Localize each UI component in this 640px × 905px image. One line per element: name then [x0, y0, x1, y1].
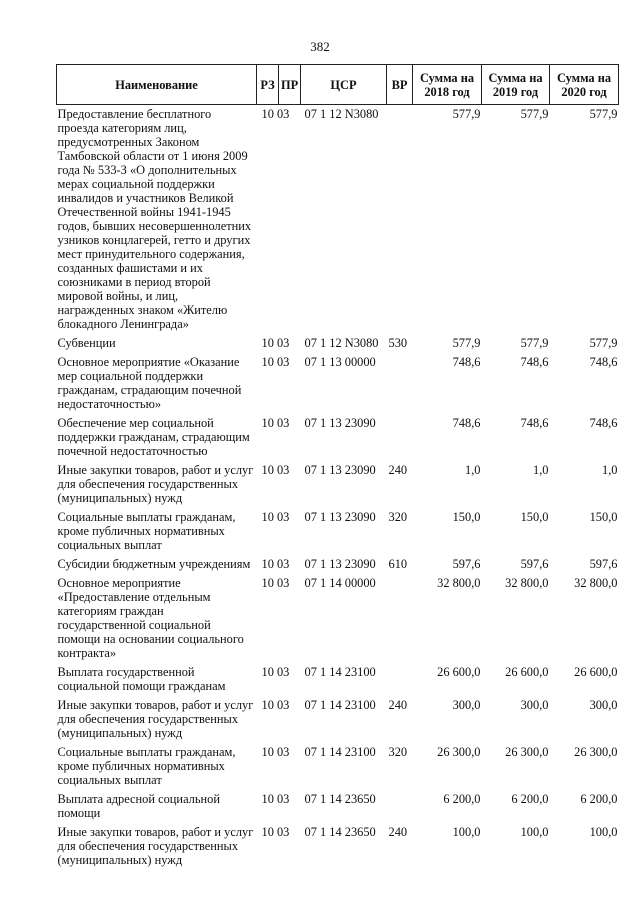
row-sum-2019: 26 300,0 [505, 745, 549, 759]
row-rz-pr: 10 03 [261, 557, 290, 571]
row-vr: 240 [388, 463, 408, 477]
table-row [57, 414, 619, 461]
row-csr: 07 1 14 23100 [304, 665, 376, 679]
row-name: Иные закупки товаров, работ и услуг для обеспечения государственных (муниципальных) нужд [57, 463, 254, 505]
row-vr: 320 [388, 745, 408, 759]
header-sum-2019: Сумма на 2019 год [482, 65, 550, 105]
row-sum-2019: 6 200,0 [511, 792, 549, 806]
row-sum-2019: 577,9 [520, 107, 549, 121]
header-pr: ПР [279, 65, 301, 105]
row-rz-pr: 10 03 [261, 463, 290, 477]
row-name: Предоставление бесплатного проезда категориям лиц, предусмотренных Законом Тамбовской области от 1 июня 2009 года № 533-З «О дополнительных мерах социальной поддержки инвалидов и участников Великой Отечественной войны 1941-1945 годов, бывших несовершеннолетних узников концлагерей, гетто и других мест принудительного содержания, созданных фашистами и их союзниками в период второй мировой войны, и лиц, награжденных знаком «Жителю блокадного Ленинграда» [57, 107, 252, 331]
table-header-row [57, 65, 619, 105]
row-name: Субсидии бюджетным учреждениям [57, 557, 251, 571]
row-vr: 320 [388, 510, 408, 524]
row-rz-pr: 10 03 [261, 510, 290, 524]
row-sum-2020: 300,0 [589, 698, 618, 712]
table-row [57, 105, 619, 335]
row-vr [387, 790, 413, 823]
row-vr [387, 574, 413, 663]
row-rz-pr: 10 03 [261, 336, 290, 350]
row-csr: 07 1 14 23100 [304, 698, 376, 712]
table-row [57, 663, 619, 696]
row-rz-pr: 10 03 [261, 107, 290, 121]
row-sum-2020: 1,0 [602, 463, 618, 477]
row-csr: 07 1 14 23100 [304, 745, 376, 759]
row-sum-2018: 150,0 [452, 510, 481, 524]
row-csr: 07 1 14 23650 [304, 825, 376, 839]
row-sum-2019: 300,0 [520, 698, 549, 712]
row-sum-2018: 300,0 [452, 698, 481, 712]
row-sum-2018: 597,6 [452, 557, 481, 571]
row-rz-pr: 10 03 [261, 825, 290, 839]
table-row [57, 790, 619, 823]
row-sum-2018: 100,0 [452, 825, 481, 839]
table-row [57, 353, 619, 414]
row-rz-pr: 10 03 [261, 416, 290, 430]
row-vr: 240 [388, 825, 408, 839]
row-sum-2019: 1,0 [533, 463, 549, 477]
row-name: Обеспечение мер социальной поддержки гражданам, страдающим почечной недостаточностью [57, 416, 250, 458]
table-row [57, 334, 619, 353]
header-vr: ВР [387, 65, 413, 105]
row-sum-2020: 6 200,0 [580, 792, 618, 806]
row-sum-2020: 26 300,0 [574, 745, 618, 759]
row-name: Иные закупки товаров, работ и услуг для обеспечения государственных (муниципальных) нужд [57, 698, 254, 740]
row-sum-2020: 577,9 [589, 107, 618, 121]
row-sum-2018: 577,9 [452, 336, 481, 350]
row-csr: 07 1 13 23090 [304, 510, 376, 524]
row-sum-2020: 32 800,0 [574, 576, 618, 590]
row-vr: 240 [388, 698, 408, 712]
row-name: Выплата государственной социальной помощи гражданам [57, 665, 226, 693]
row-sum-2020: 150,0 [589, 510, 618, 524]
row-sum-2019: 597,6 [520, 557, 549, 571]
table-row [57, 574, 619, 663]
header-csr: ЦСР [301, 65, 387, 105]
row-rz-pr: 10 03 [261, 576, 290, 590]
row-csr: 07 1 13 23090 [304, 416, 376, 430]
row-vr: 610 [388, 557, 408, 571]
table-row [57, 823, 619, 870]
budget-table [56, 64, 619, 870]
row-sum-2019: 26 600,0 [505, 665, 549, 679]
row-csr: 07 1 12 N3080 [304, 107, 379, 121]
row-name: Выплата адресной социальной помощи [57, 792, 220, 820]
row-csr: 07 1 13 23090 [304, 463, 376, 477]
row-sum-2018: 748,6 [452, 416, 481, 430]
row-sum-2018: 1,0 [465, 463, 481, 477]
row-vr [387, 105, 413, 335]
row-sum-2018: 26 600,0 [437, 665, 481, 679]
row-sum-2018: 26 300,0 [437, 745, 481, 759]
row-name: Субвенции [57, 336, 116, 350]
table-row [57, 743, 619, 790]
row-sum-2019: 100,0 [520, 825, 549, 839]
row-sum-2020: 100,0 [589, 825, 618, 839]
row-csr: 07 1 12 N3080 [304, 336, 379, 350]
row-sum-2019: 748,6 [520, 416, 549, 430]
row-sum-2019: 32 800,0 [505, 576, 549, 590]
row-sum-2019: 150,0 [520, 510, 549, 524]
row-rz-pr: 10 03 [261, 698, 290, 712]
row-sum-2020: 577,9 [589, 336, 618, 350]
row-sum-2020: 748,6 [589, 355, 618, 369]
header-rz: РЗ [257, 65, 279, 105]
row-csr: 07 1 13 00000 [304, 355, 376, 369]
row-sum-2018: 748,6 [452, 355, 481, 369]
row-csr: 07 1 13 23090 [304, 557, 376, 571]
row-rz-pr: 10 03 [261, 792, 290, 806]
row-name: Основное мероприятие «Оказание мер социальной поддержки гражданам, страдающим почечной недостаточностью» [57, 355, 242, 411]
row-rz-pr: 10 03 [261, 665, 290, 679]
row-sum-2020: 26 600,0 [574, 665, 618, 679]
header-name: Наименование [57, 65, 257, 105]
table-body [57, 105, 619, 871]
table-row [57, 696, 619, 743]
table-row [57, 555, 619, 574]
row-sum-2019: 577,9 [520, 336, 549, 350]
row-rz-pr: 10 03 [261, 355, 290, 369]
row-vr: 530 [388, 336, 408, 350]
row-csr: 07 1 14 00000 [304, 576, 376, 590]
row-sum-2019: 748,6 [520, 355, 549, 369]
row-vr [387, 353, 413, 414]
row-name: Иные закупки товаров, работ и услуг для обеспечения государственных (муниципальных) нужд [57, 825, 254, 867]
row-name: Основное мероприятие «Предоставление отдельным категориям граждан государственной социальной помощи на основании социального контракта» [57, 576, 244, 660]
row-vr [387, 414, 413, 461]
header-sum-2018: Сумма на 2018 год [413, 65, 482, 105]
row-sum-2020: 748,6 [589, 416, 618, 430]
row-sum-2018: 577,9 [452, 107, 481, 121]
row-sum-2018: 32 800,0 [437, 576, 481, 590]
row-name: Социальные выплаты гражданам, кроме публичных нормативных социальных выплат [57, 510, 236, 552]
row-name: Социальные выплаты гражданам, кроме публичных нормативных социальных выплат [57, 745, 236, 787]
row-csr: 07 1 14 23650 [304, 792, 376, 806]
page-number: 382 [310, 39, 330, 54]
table-row [57, 508, 619, 555]
table-row [57, 461, 619, 508]
row-vr [387, 663, 413, 696]
row-sum-2020: 597,6 [589, 557, 618, 571]
header-sum-2020: Сумма на 2020 год [550, 65, 619, 105]
row-sum-2018: 6 200,0 [443, 792, 481, 806]
row-rz-pr: 10 03 [261, 745, 290, 759]
